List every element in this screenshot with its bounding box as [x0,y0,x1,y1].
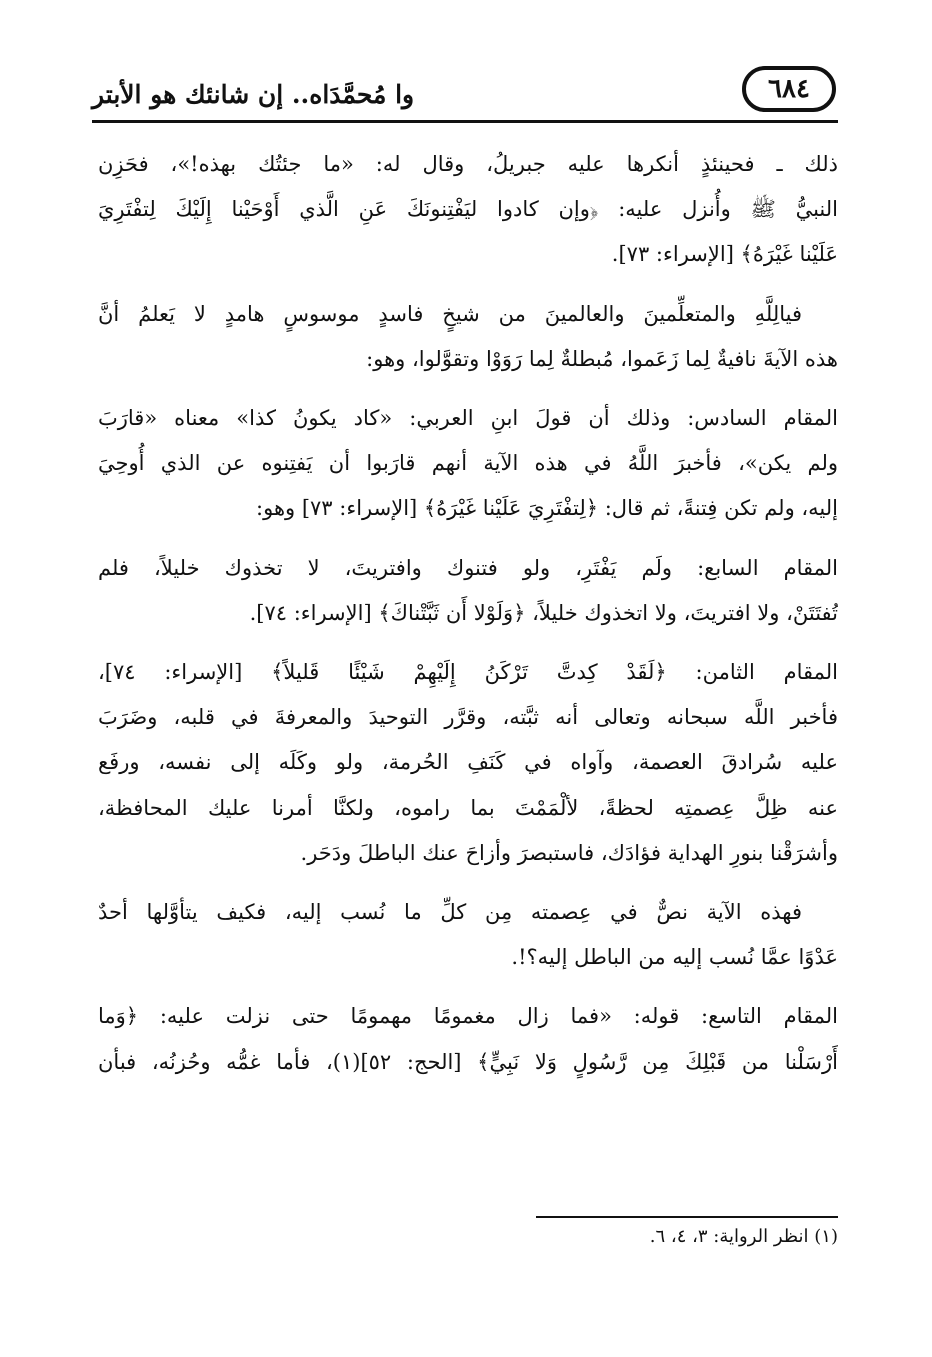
text-line: عَدْوًا عمَّا نُسب إليه من الباطل إليه؟!. [511,945,838,970]
text-line: عليه سُرادقَ العصمة، وآواه في كَنَفِ الحُرمة، ولو وكَلَه إلى نفسه، ورفَع [98,750,838,775]
page-number: ٦٨٤ [768,74,810,104]
text-line: عَلَيْنا غَيْرَهُ﴾ [الإسراء: ٧٣]. [611,242,838,267]
body-text [98,142,838,1099]
text-line: فهذه الآية نصٌّ في عِصمته مِن كلِّ ما نُسب إليه، فكيف يتأوَّلها أحدٌ [98,900,802,925]
text-line: فيالِلَّهِ والمتعلِّمينَ والعالمينَ من شيخٍ فاسدٍ موسوسٍ هامدٍ لا يَعلمُ أنَّ [98,301,802,326]
page-number-badge [742,66,836,112]
paragraph-verse-comment [98,890,838,980]
text-line: إليه، ولم تكن فِتنةً، ثم قال: ﴿لِتفْتَرِيَ عَلَيْنا غَيْرَهُ﴾ [الإسراء: ٧٣] وهو: [256,496,838,521]
text-line: النبيُّ ﷺ وأُنزل عليه: ﴿وإن كادوا ليَفْتِنونَكَ عَنِ الَّذي أَوْحَيْنا إِلَيْكَ لِتفْتَرِيَ [98,197,838,222]
paragraph-2 [98,292,838,382]
text-line: عنه ظِلَّ عِصمتِه لحظةً، لألْمَمْتَ بما راموه، ولكنَّا أمرنا عليك المحافظة، [98,795,838,820]
text-line: المقام التاسع: قوله: «فما زال مغمومًا مهمومًا حتى نزلت عليه: ﴿وَما [98,1004,838,1029]
footnote: (١) انظر الرواية: ٣، ٤، ٦. [649,1226,838,1247]
text-line: فأخبر اللَّه سبحانه وتعالى أنه ثبَّته، وقرَّر التوحيدَ والمعرفةَ في قلبه، وضَرَبَ [98,705,838,730]
header-rule [92,120,838,123]
paragraph-sixth-station [98,396,838,532]
paragraph-1 [98,142,838,278]
text-line: وأشرَقْنا بنورِ الهداية فؤادَك، فاستبصرَ وأزاحَ عنك الباطلَ ودَحَر. [300,840,838,865]
text-line: المقام السابع: ولَم يَفْتَرِ، ولو فتنوك وافتريتَ، لا تخذوك خليلاً، فلم [98,555,838,580]
running-title: وا مُحمَّدَاه.. إن شانئك هو الأبتر [92,80,415,109]
paragraph-seventh-station [98,546,838,636]
text-line: ولم يكن»، فأخبرَ اللَّهُ في هذه الآية أنهم قارَبوا أن يَفتِنوه عن الذي أُوحِيَ [98,451,838,476]
footnote-rule [536,1216,838,1218]
text-line: هذه الآيةَ نافيةٌ لِما زَعَموا، مُبطلةٌ لِما رَوَوْا وتقوَّلوا، وهو: [366,346,838,371]
paragraph-eighth-station [98,650,838,876]
text-line: المقام السادس: وذلك أن قولَ ابنِ العربي: «كاد يكونُ كذا» معناه «قارَبَ [98,406,838,431]
paragraph-ninth-station [98,994,838,1084]
page-header [92,62,838,126]
text-line: أَرْسَلْنا من قَبْلِكَ مِن رَّسُولٍ وَلا نَبِيٍّ﴾ [الحج: ٥٢](١)، فأما غمُّه وحُزنُه، فبأن [98,1049,838,1074]
text-line: المقام الثامن: ﴿لَقَدْ كِدتَّ تَرْكَنُ إِلَيْهِمْ شَيْئًا قَليلاً﴾ [الإسراء: ٧٤]، [98,660,838,685]
text-line: ذلك ـ فحينئذٍ أنكرها عليه جبريلُ، وقال له: «ما جئتُك بهذه!»، فحَزِن [98,152,838,176]
text-line: تُفتَتَنْ، ولا افتريتَ، ولا اتخذوك خليلاً، ﴿وَلَوْلا أَن ثَبَّتْناكَ﴾ [الإسراء: ٧٤]. [249,600,838,625]
